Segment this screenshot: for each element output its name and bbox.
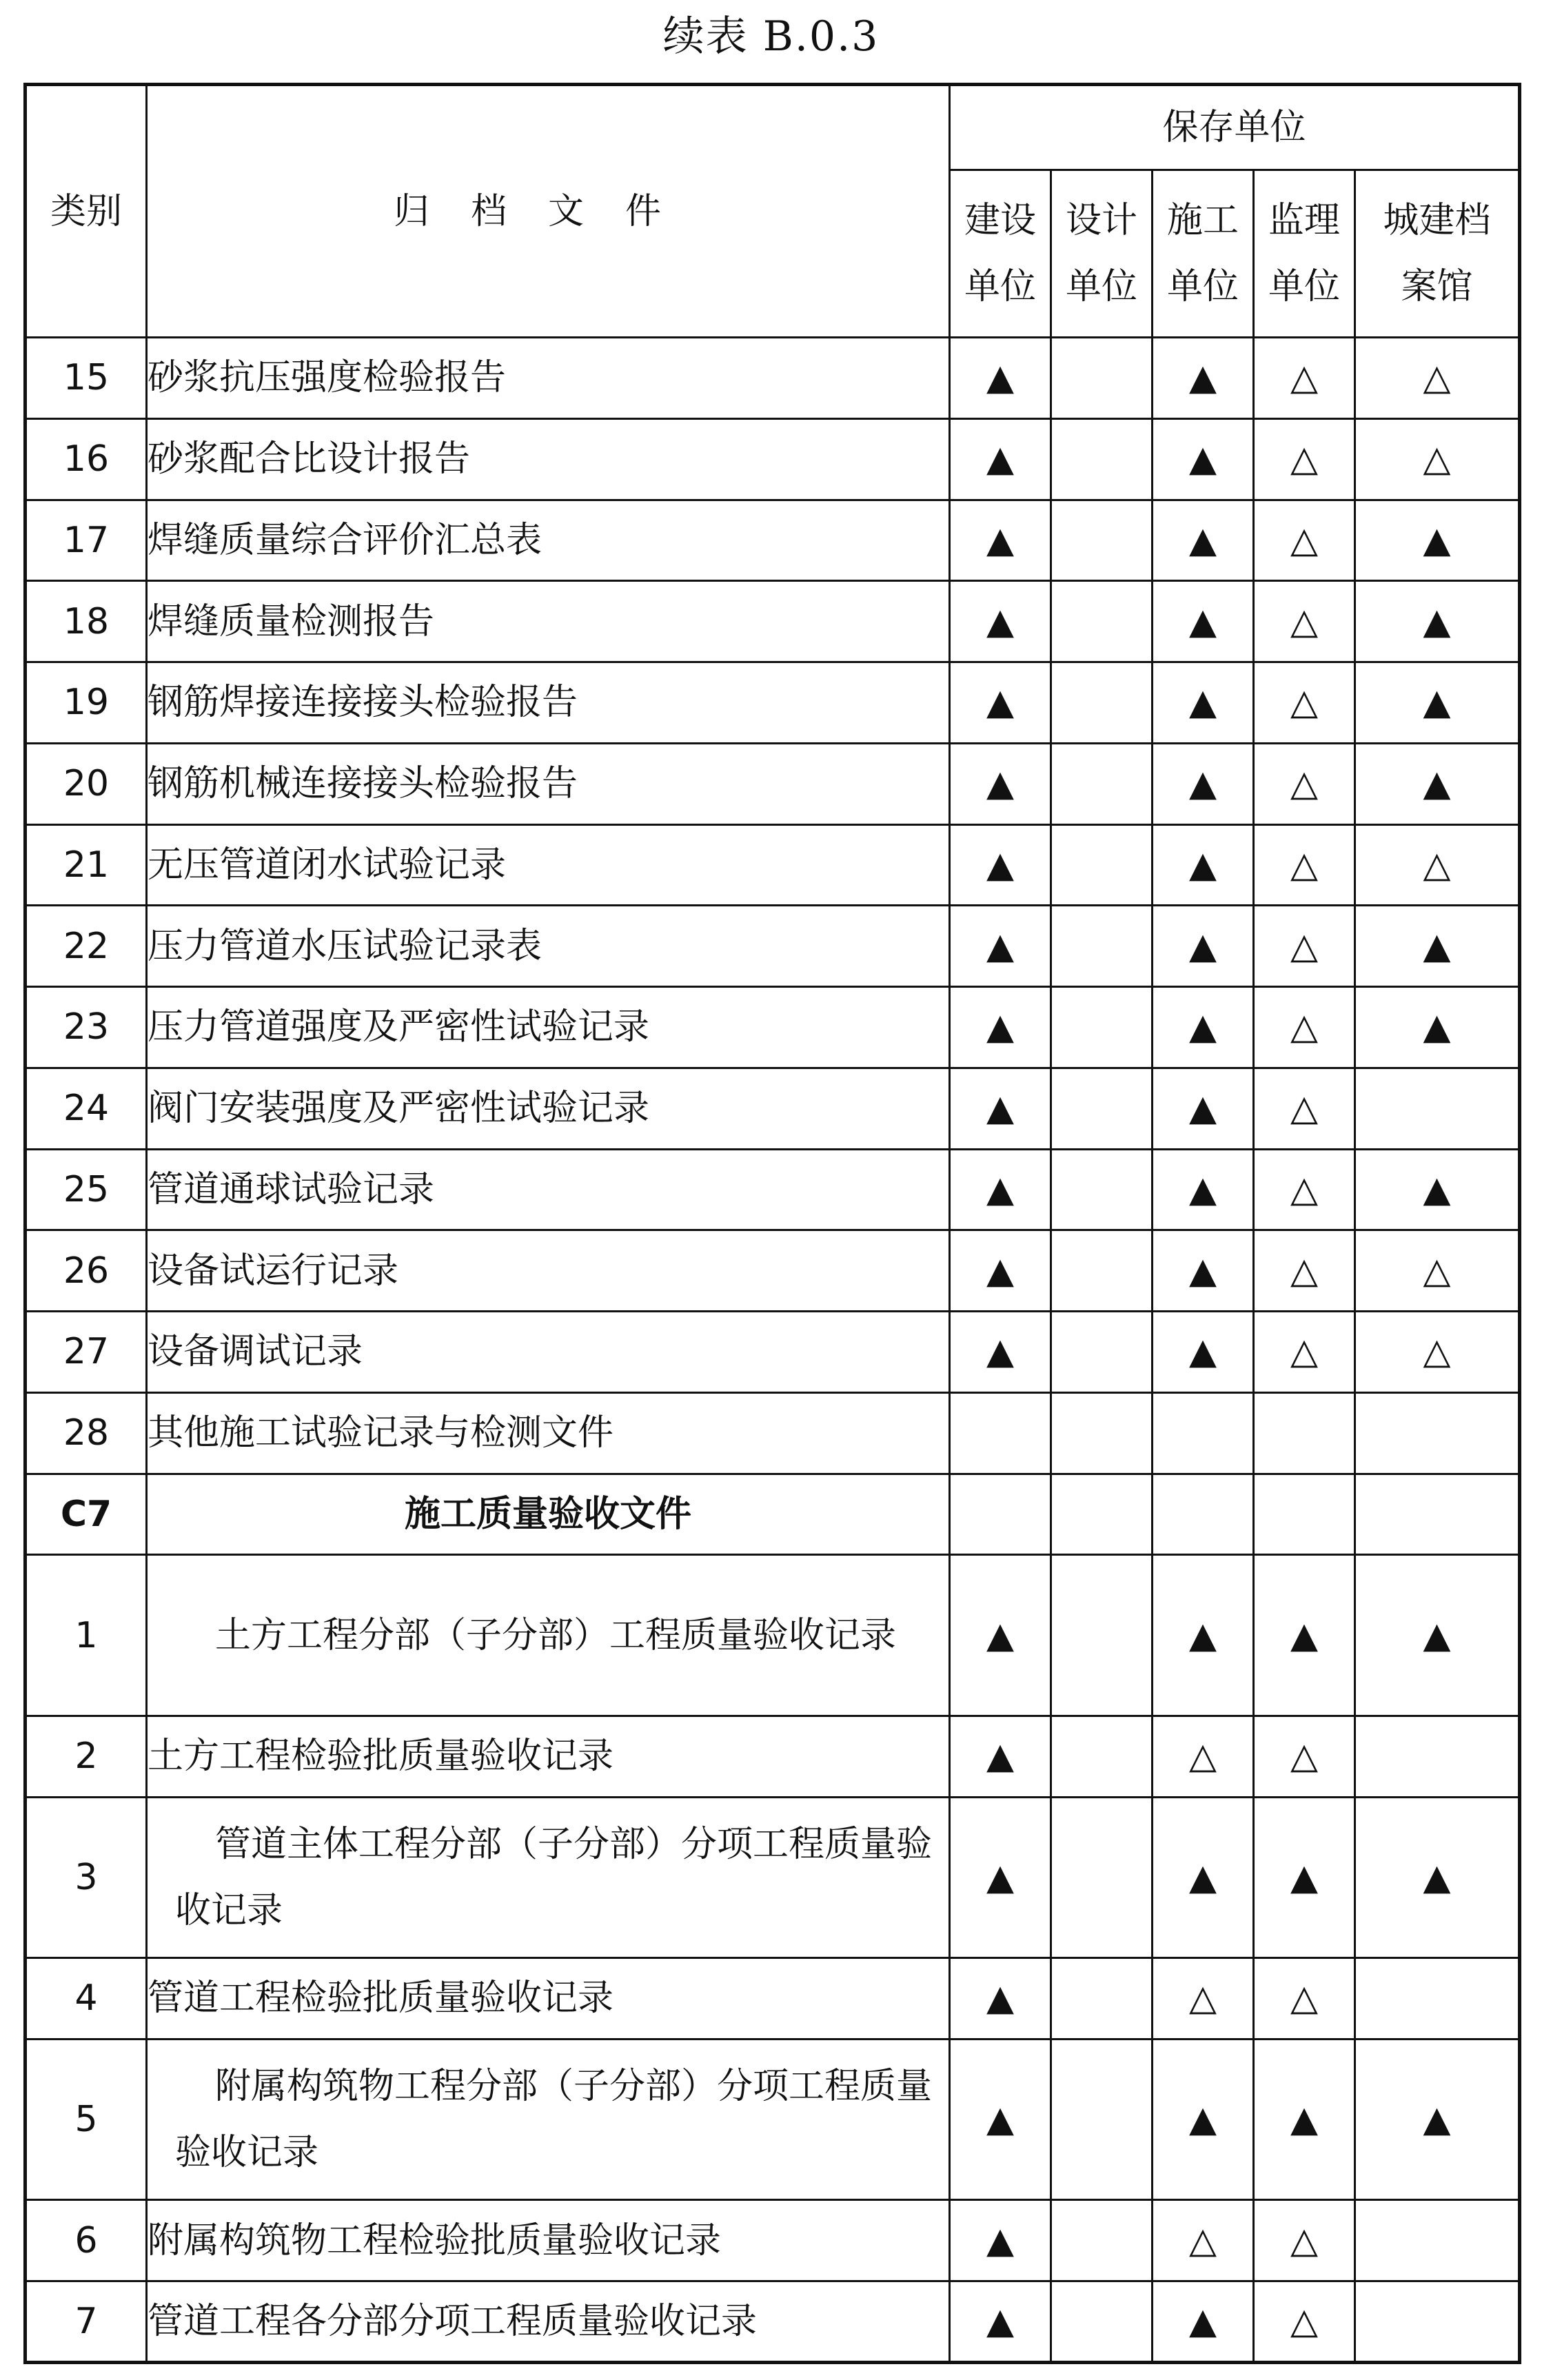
- document-cell: 设备调试记录: [147, 1312, 950, 1393]
- mark-design: [1051, 662, 1153, 744]
- document-cell: 施工质量验收文件: [147, 1474, 950, 1555]
- mark-archive: [1355, 1474, 1520, 1555]
- document-cell: 钢筋机械连接接头检验报告: [147, 743, 950, 824]
- mark-construction: ▲: [950, 1797, 1051, 1958]
- category-header: 类别: [26, 85, 147, 338]
- mark-construction: ▲: [950, 662, 1051, 744]
- mark-construction: ▲: [950, 418, 1051, 500]
- mark-archive: △: [1355, 1312, 1520, 1393]
- category-cell: 26: [26, 1230, 147, 1312]
- mark-construction: ▲: [950, 743, 1051, 824]
- document-cell: 土方工程分部（子分部）工程质量验收记录: [147, 1555, 950, 1716]
- unit-header-construction: 建设 单位: [950, 170, 1051, 338]
- mark-construction: ▲: [950, 338, 1051, 419]
- mark-construction: ▲: [950, 1230, 1051, 1312]
- table-row: [26, 1555, 1520, 1716]
- mark-construction: ▲: [950, 1068, 1051, 1149]
- table-row: [26, 2200, 1520, 2281]
- mark-design: [1051, 2200, 1153, 2281]
- mark-archive: [1355, 2281, 1520, 2363]
- document-cell: 设备试运行记录: [147, 1230, 950, 1312]
- mark-design: [1051, 743, 1153, 824]
- table-header: [26, 85, 1520, 338]
- unit-header-builder: 施工 单位: [1153, 170, 1254, 338]
- category-cell: 4: [26, 1958, 147, 2040]
- mark-archive: ▲: [1355, 906, 1520, 987]
- mark-construction: [950, 1474, 1051, 1555]
- mark-design: [1051, 1474, 1153, 1555]
- document-cell: 管道工程检验批质量验收记录: [147, 1958, 950, 2040]
- mark-design: [1051, 418, 1153, 500]
- mark-archive: ▲: [1355, 2039, 1520, 2200]
- mark-builder: △: [1153, 2200, 1254, 2281]
- document-cell: 附属构筑物工程检验批质量验收记录: [147, 2200, 950, 2281]
- mark-construction: ▲: [950, 2281, 1051, 2363]
- mark-builder: ▲: [1153, 418, 1254, 500]
- mark-supervision: △: [1254, 743, 1355, 824]
- mark-construction: ▲: [950, 1958, 1051, 2040]
- mark-builder: [1153, 1392, 1254, 1474]
- mark-builder: ▲: [1153, 500, 1254, 581]
- mark-design: [1051, 2281, 1153, 2363]
- category-cell: 15: [26, 338, 147, 419]
- mark-archive: ▲: [1355, 581, 1520, 662]
- document-cell: 压力管道强度及严密性试验记录: [147, 987, 950, 1068]
- mark-design: [1051, 987, 1153, 1068]
- archive-table: [23, 83, 1521, 2364]
- table-row: [26, 1230, 1520, 1312]
- category-cell: 25: [26, 1149, 147, 1230]
- table-row: [26, 1068, 1520, 1149]
- mark-supervision: △: [1254, 987, 1355, 1068]
- mark-supervision: △: [1254, 1230, 1355, 1312]
- mark-builder: ▲: [1153, 987, 1254, 1068]
- document-cell: 钢筋焊接连接接头检验报告: [147, 662, 950, 744]
- document-cell: 焊缝质量综合评价汇总表: [147, 500, 950, 581]
- mark-construction: ▲: [950, 2200, 1051, 2281]
- mark-builder: △: [1153, 1716, 1254, 1797]
- mark-builder: ▲: [1153, 581, 1254, 662]
- mark-design: [1051, 906, 1153, 987]
- mark-supervision: [1254, 1474, 1355, 1555]
- table-row: [26, 662, 1520, 744]
- mark-construction: [950, 1392, 1051, 1474]
- table-row: [26, 2281, 1520, 2363]
- document-cell: 无压管道闭水试验记录: [147, 824, 950, 906]
- mark-supervision: △: [1254, 824, 1355, 906]
- mark-supervision: △: [1254, 500, 1355, 581]
- mark-builder: ▲: [1153, 1230, 1254, 1312]
- mark-builder: [1153, 1474, 1254, 1555]
- mark-builder: ▲: [1153, 906, 1254, 987]
- document-cell: 管道通球试验记录: [147, 1149, 950, 1230]
- mark-supervision: △: [1254, 418, 1355, 500]
- table-row: [26, 1716, 1520, 1797]
- table-row: [26, 1797, 1520, 1958]
- mark-supervision: △: [1254, 2200, 1355, 2281]
- mark-construction: ▲: [950, 1555, 1051, 1716]
- mark-archive: △: [1355, 338, 1520, 419]
- mark-supervision: △: [1254, 1716, 1355, 1797]
- table-row: [26, 581, 1520, 662]
- mark-design: [1051, 1312, 1153, 1393]
- category-cell: 17: [26, 500, 147, 581]
- category-cell: 16: [26, 418, 147, 500]
- document-cell: 管道主体工程分部（子分部）分项工程质量验收记录: [147, 1797, 950, 1958]
- section-row: [26, 1474, 1520, 1555]
- mark-builder: ▲: [1153, 824, 1254, 906]
- document-cell: 土方工程检验批质量验收记录: [147, 1716, 950, 1797]
- mark-design: [1051, 1068, 1153, 1149]
- mark-design: [1051, 1958, 1153, 2040]
- mark-archive: [1355, 2200, 1520, 2281]
- table-row: [26, 987, 1520, 1068]
- mark-builder: ▲: [1153, 1068, 1254, 1149]
- mark-archive: ▲: [1355, 662, 1520, 744]
- mark-design: [1051, 1149, 1153, 1230]
- mark-builder: ▲: [1153, 662, 1254, 744]
- mark-builder: ▲: [1153, 1312, 1254, 1393]
- table-row: [26, 418, 1520, 500]
- storage-unit-header: 保存单位: [950, 85, 1520, 170]
- mark-supervision: △: [1254, 1958, 1355, 2040]
- mark-design: [1051, 1797, 1153, 1958]
- mark-builder: ▲: [1153, 1797, 1254, 1958]
- mark-construction: ▲: [950, 1716, 1051, 1797]
- mark-supervision: △: [1254, 1149, 1355, 1230]
- table-row: [26, 338, 1520, 419]
- mark-construction: ▲: [950, 500, 1051, 581]
- mark-construction: ▲: [950, 581, 1051, 662]
- document-header: 归档文件: [147, 85, 950, 338]
- category-cell: 19: [26, 662, 147, 744]
- document-cell: 焊缝质量检测报告: [147, 581, 950, 662]
- category-cell: 18: [26, 581, 147, 662]
- mark-supervision: △: [1254, 906, 1355, 987]
- mark-archive: ▲: [1355, 1149, 1520, 1230]
- category-cell: 3: [26, 1797, 147, 1958]
- mark-supervision: △: [1254, 2281, 1355, 2363]
- table-row: [26, 743, 1520, 824]
- document-cell: 砂浆配合比设计报告: [147, 418, 950, 500]
- mark-builder: ▲: [1153, 338, 1254, 419]
- mark-archive: ▲: [1355, 500, 1520, 581]
- mark-builder: △: [1153, 1958, 1254, 2040]
- mark-builder: ▲: [1153, 2039, 1254, 2200]
- category-cell: 21: [26, 824, 147, 906]
- mark-design: [1051, 1716, 1153, 1797]
- mark-archive: [1355, 1392, 1520, 1474]
- mark-builder: ▲: [1153, 743, 1254, 824]
- mark-archive: △: [1355, 1230, 1520, 1312]
- table-row: [26, 2039, 1520, 2200]
- mark-design: [1051, 1392, 1153, 1474]
- mark-design: [1051, 338, 1153, 419]
- mark-supervision: △: [1254, 1312, 1355, 1393]
- mark-construction: ▲: [950, 1149, 1051, 1230]
- document-cell: 砂浆抗压强度检验报告: [147, 338, 950, 419]
- mark-construction: ▲: [950, 1312, 1051, 1393]
- document-cell: 其他施工试验记录与检测文件: [147, 1392, 950, 1474]
- mark-supervision: △: [1254, 338, 1355, 419]
- table-row: [26, 1312, 1520, 1393]
- mark-construction: ▲: [950, 906, 1051, 987]
- mark-archive: [1355, 1068, 1520, 1149]
- table-row: [26, 1149, 1520, 1230]
- unit-header-design: 设计 单位: [1051, 170, 1153, 338]
- mark-archive: ▲: [1355, 1555, 1520, 1716]
- category-cell: 24: [26, 1068, 147, 1149]
- mark-archive: △: [1355, 824, 1520, 906]
- table-row: [26, 824, 1520, 906]
- document-cell: 管道工程各分部分项工程质量验收记录: [147, 2281, 950, 2363]
- mark-construction: ▲: [950, 987, 1051, 1068]
- mark-builder: ▲: [1153, 1149, 1254, 1230]
- mark-supervision: ▲: [1254, 2039, 1355, 2200]
- category-cell: 7: [26, 2281, 147, 2363]
- category-cell: 5: [26, 2039, 147, 2200]
- mark-archive: △: [1355, 418, 1520, 500]
- mark-supervision: ▲: [1254, 1797, 1355, 1958]
- mark-archive: ▲: [1355, 743, 1520, 824]
- category-cell: C7: [26, 1474, 147, 1555]
- document-cell: 压力管道水压试验记录表: [147, 906, 950, 987]
- mark-design: [1051, 824, 1153, 906]
- mark-archive: ▲: [1355, 1797, 1520, 1958]
- mark-supervision: △: [1254, 581, 1355, 662]
- document-cell: 附属构筑物工程分部（子分部）分项工程质量验收记录: [147, 2039, 950, 2200]
- category-cell: 28: [26, 1392, 147, 1474]
- category-cell: 1: [26, 1555, 147, 1716]
- table-body: [26, 338, 1520, 2363]
- mark-supervision: ▲: [1254, 1555, 1355, 1716]
- category-cell: 22: [26, 906, 147, 987]
- table-row: [26, 500, 1520, 581]
- unit-header-supervision: 监理 单位: [1254, 170, 1355, 338]
- category-cell: 27: [26, 1312, 147, 1393]
- table-title: 续表 B.0.3: [662, 12, 880, 61]
- mark-builder: ▲: [1153, 2281, 1254, 2363]
- category-cell: 2: [26, 1716, 147, 1797]
- mark-design: [1051, 1230, 1153, 1312]
- mark-supervision: △: [1254, 662, 1355, 744]
- unit-header-archive: 城建档 案馆: [1355, 170, 1520, 338]
- table-row: [26, 1392, 1520, 1474]
- mark-design: [1051, 2039, 1153, 2200]
- mark-archive: ▲: [1355, 987, 1520, 1068]
- mark-archive: [1355, 1958, 1520, 2040]
- mark-supervision: [1254, 1392, 1355, 1474]
- mark-design: [1051, 1555, 1153, 1716]
- mark-design: [1051, 581, 1153, 662]
- mark-construction: ▲: [950, 824, 1051, 906]
- table-row: [26, 906, 1520, 987]
- table-row: [26, 1958, 1520, 2040]
- mark-builder: ▲: [1153, 1555, 1254, 1716]
- mark-construction: ▲: [950, 2039, 1051, 2200]
- category-cell: 23: [26, 987, 147, 1068]
- document-cell: 阀门安装强度及严密性试验记录: [147, 1068, 950, 1149]
- mark-design: [1051, 500, 1153, 581]
- category-cell: 20: [26, 743, 147, 824]
- mark-supervision: △: [1254, 1068, 1355, 1149]
- category-cell: 6: [26, 2200, 147, 2281]
- mark-archive: [1355, 1716, 1520, 1797]
